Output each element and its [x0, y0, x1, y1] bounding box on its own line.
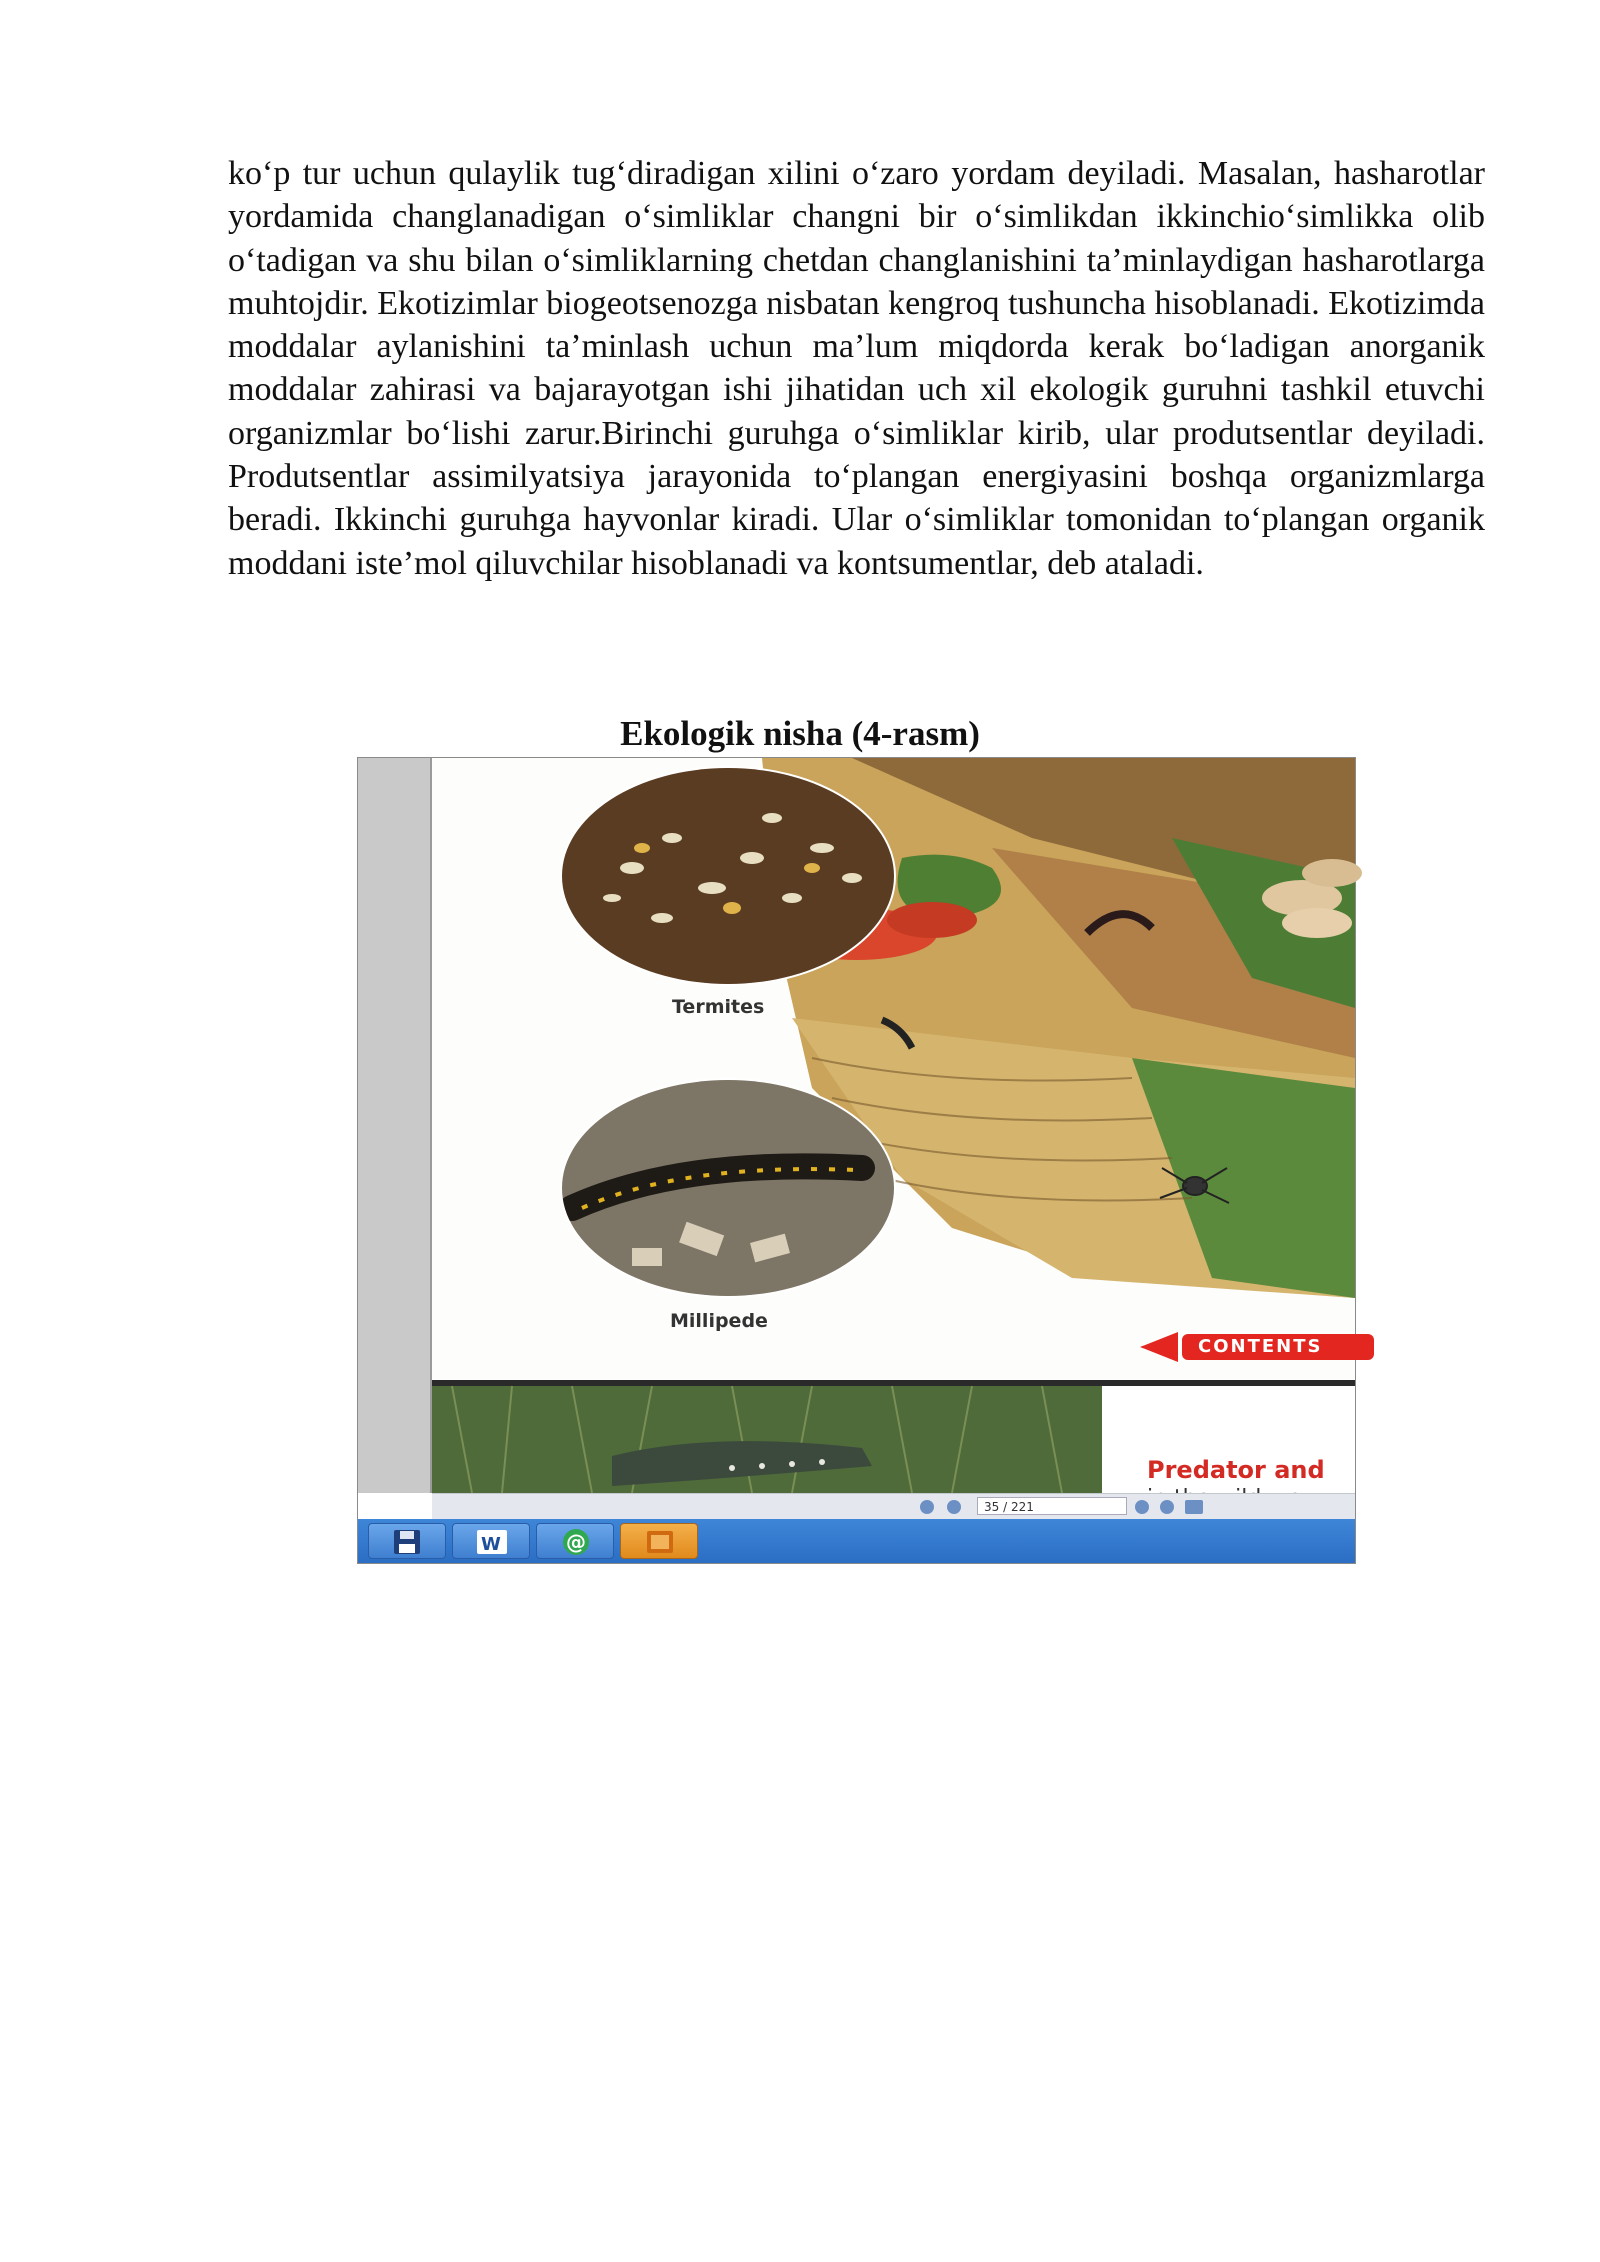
viewer-side-margin [358, 758, 432, 1493]
back-icon[interactable] [1185, 1500, 1203, 1514]
word-icon [453, 1524, 531, 1560]
figure-caption: Ekologik nisha (4-rasm) [620, 714, 980, 753]
svg-text:@: @ [566, 1530, 586, 1554]
body-paragraph: ko‘p tur uchun qulaylik tug‘diradigan xilini o‘zaro yordam deyiladi. Masalan, hasharotlar yordamida changlanadigan o‘simliklar changni bir o‘simlikdan ikkinchio‘simlikka olib o‘tadigan va shu bilan o‘simliklarning chetdan changlanishini ta’minlaydigan hasharotlarga muhtojdir. Ekotizimlar biogeotsenozga nisbatan kengroq tushuncha hisoblanadi. Ekotizimda moddalar aylanishini ta’minlash uchun ma’lum miqdorda kerak bo‘ladigan anorganik moddalar zahirasi va bajarayotgan ishi jihatidan uch xil ekologik guruhni tashkil etuvchi organizmlar bo‘lishi zarur.Birinchi guruhga o‘simliklar kirib, ular produtsentlar deyiladi. Produtsentlar assimilyatsiya jarayonida to‘plangan energiyasini boshqa organizmlarga beradi. Ikkinchi guruhga hayvonlar kiradi. Ular o‘simliklar tomonidan to‘plangan organik moddani iste’mol qiluvchilar hisoblanadi va kontsumentlar, deb ataladi. [228, 155, 1485, 582]
crocodile-photo [432, 1386, 1102, 1493]
page-indicator[interactable]: 35 / 221 [977, 1497, 1127, 1515]
back-arrow-icon [1140, 1332, 1178, 1362]
contents-label: CONTENTS [1182, 1334, 1374, 1360]
book-page-top [432, 758, 1355, 1380]
email-icon [537, 1524, 615, 1560]
book-page-bottom [432, 1386, 1355, 1493]
app-icon [621, 1524, 699, 1560]
prev-page-icon[interactable] [1135, 1500, 1149, 1514]
millipede-label: Millipede [670, 1310, 768, 1332]
svg-text:W: W [481, 1534, 501, 1555]
email-button[interactable] [536, 1523, 614, 1559]
zoom-in-icon[interactable] [947, 1500, 961, 1514]
save-button[interactable] [368, 1523, 446, 1559]
zoom-out-icon[interactable] [920, 1500, 934, 1514]
embedded-screenshot [357, 757, 1356, 1564]
save-icon [369, 1524, 447, 1560]
viewer-toolbar [432, 1493, 1355, 1520]
app-button[interactable] [620, 1523, 698, 1559]
termites-label: Termites [672, 996, 765, 1018]
predator-heading: Predator and [1147, 1456, 1325, 1484]
word-button[interactable] [452, 1523, 530, 1559]
contents-button[interactable] [1132, 1332, 1332, 1362]
taskbar [358, 1519, 1355, 1563]
ecosystem-illustration [432, 758, 1355, 1380]
next-page-icon[interactable] [1160, 1500, 1174, 1514]
